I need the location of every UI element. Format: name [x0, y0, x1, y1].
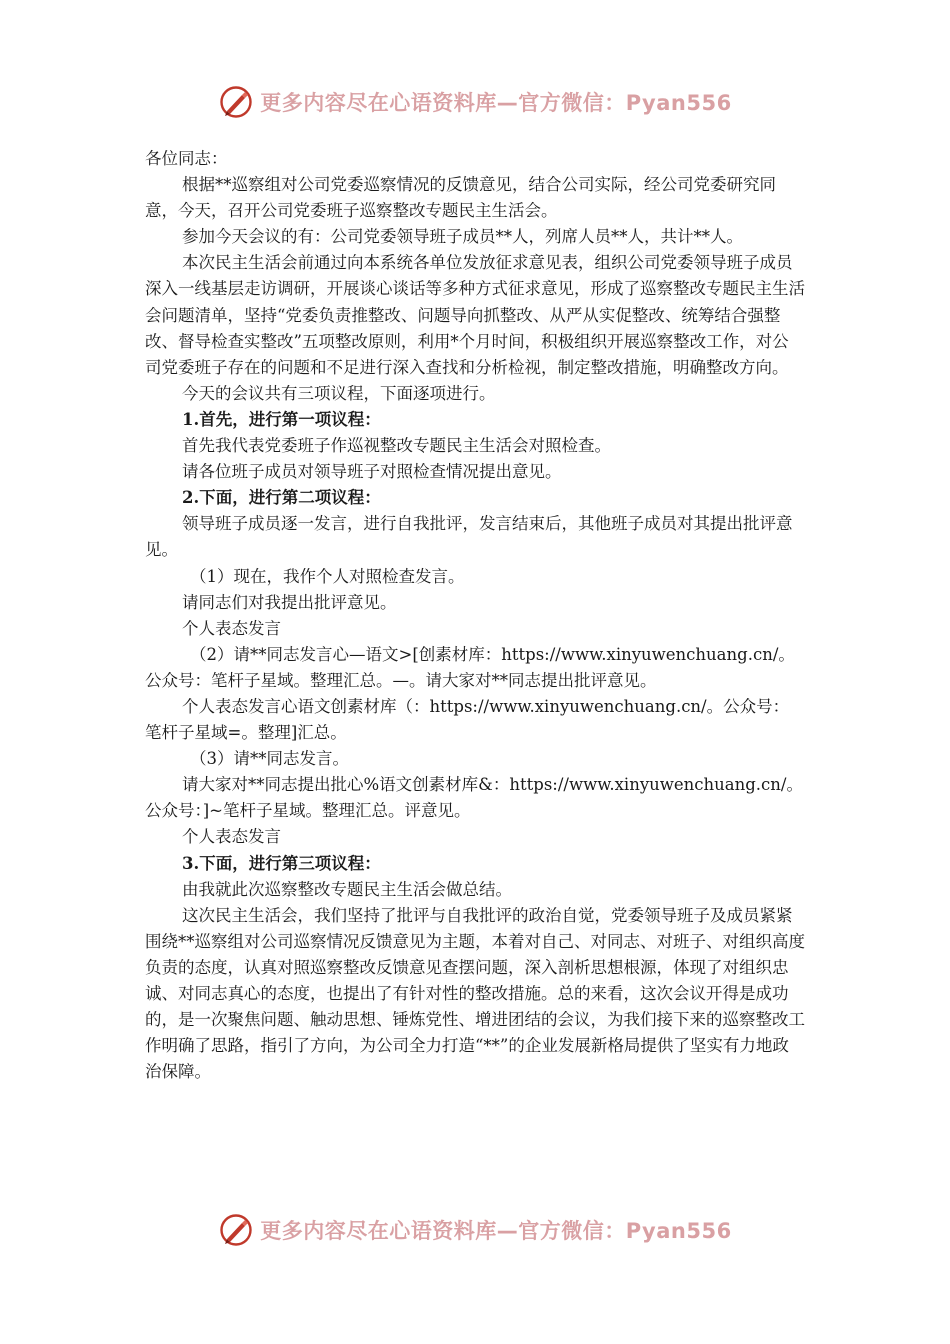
footer-banner: [0, 1210, 950, 1250]
pen-logo-icon: [218, 1212, 254, 1248]
paragraph: 个人表态发言心语文创素材库（：https://www.xinyuwenchuang.cn/。公众号：笔杆子星域=。整理]汇总。: [145, 696, 790, 743]
list-item: （3）请**同志发言。: [190, 749, 349, 769]
paragraph: 今天的会议共有三项议程，下面逐项进行。: [182, 383, 496, 403]
paragraph: 参加今天会议的有：公司党委领导班子成员**人，列席人员**人，共计**人。: [182, 227, 743, 247]
paragraph: 首先我代表党委班子作巡视整改专题民主生活会对照检查。: [182, 436, 611, 456]
paragraph: 这次民主生活会，我们坚持了批评与自我批评的政治自觉，党委领导班子及成员紧紧围绕**巡察组对公司巡察情况反馈意见为主题，本着对自己、对同志、对班子、对组织高度负责的态度，认真对照巡察整改反馈意见查摆问题，深入剖析思想根源，体现了对组织忠诚、对同志真心的态度，也提出了有针对性的整改措施。总的来看，这次会议开得是成功的，是一次聚焦问题、触动思想、锤炼党性、增进团结的会议，为我们接下来的巡察整改工作明确了思路，指引了方向，为公司全力打造“**”的企业发展新格局提供了坚实有力地政治保障。: [145, 905, 805, 1082]
banner-text: 更多内容尽在心语资料库—官方微信：Pyan556: [260, 1219, 732, 1243]
agenda-heading-3: 3.下面，进行第三项议程：: [182, 853, 381, 873]
paragraph: 请大家对**同志提出批心%语文创素材库&：https://www.xinyuwenchuang.cn/。公众号：]~笔杆子星域。整理汇总。评意见。: [145, 775, 803, 821]
agenda-heading-2: 2.下面，进行第二项议程：: [182, 488, 381, 508]
header-banner: [0, 82, 950, 122]
paragraph: 请同志们对我提出批评意见。: [182, 592, 397, 612]
salutation: 各位同志：: [145, 149, 228, 168]
paragraph: 本次民主生活会前通过向本系统各单位发放征求意见表，组织公司党委领导班子成员深入一线基层走访调研，开展谈心谈话等多种方式征求意见，形成了巡察整改专题民主生活会问题清单，坚持“党委负责推整改、问题导向抓整改、从严从实促整改、统筹结合强整改、督导检查实整改”五项整改原则，利用*个月时间，积极组织开展巡察整改工作，对公司党委班子存在的问题和不足进行深入查找和分析检视，制定整改措施，明确整改方向。: [145, 253, 805, 377]
paragraph: 领导班子成员逐一发言，进行自我批评，发言结束后，其他班子成员对其提出批评意见。: [145, 514, 793, 560]
list-item: （1）现在，我作个人对照检查发言。: [190, 566, 465, 586]
banner-text: 更多内容尽在心语资料库—官方微信：Pyan556: [260, 91, 732, 115]
paragraph: 请各位班子成员对领导班子对照检查情况提出意见。: [182, 462, 562, 482]
list-item: （2）请**同志发言心—语文>[创素材库：https://www.xinyuwenchuang.cn/。公众号：笔杆子星域。整理汇总。—。请大家对**同志提出批评意见。: [145, 644, 795, 690]
paragraph: 根据**巡察组对公司党委巡察情况的反馈意见，结合公司实际，经公司党委研究同意，今天，召开公司党委班子巡察整改专题民主生活会。: [145, 175, 776, 221]
paragraph: 个人表态发言: [182, 618, 281, 638]
document-body: [145, 146, 805, 1085]
paragraph: 个人表态发言: [182, 827, 281, 847]
pen-logo-icon: [218, 84, 254, 120]
paragraph: 由我就此次巡察整改专题民主生活会做总结。: [182, 879, 512, 899]
agenda-heading-1: 1.首先，进行第一项议程：: [182, 409, 381, 429]
